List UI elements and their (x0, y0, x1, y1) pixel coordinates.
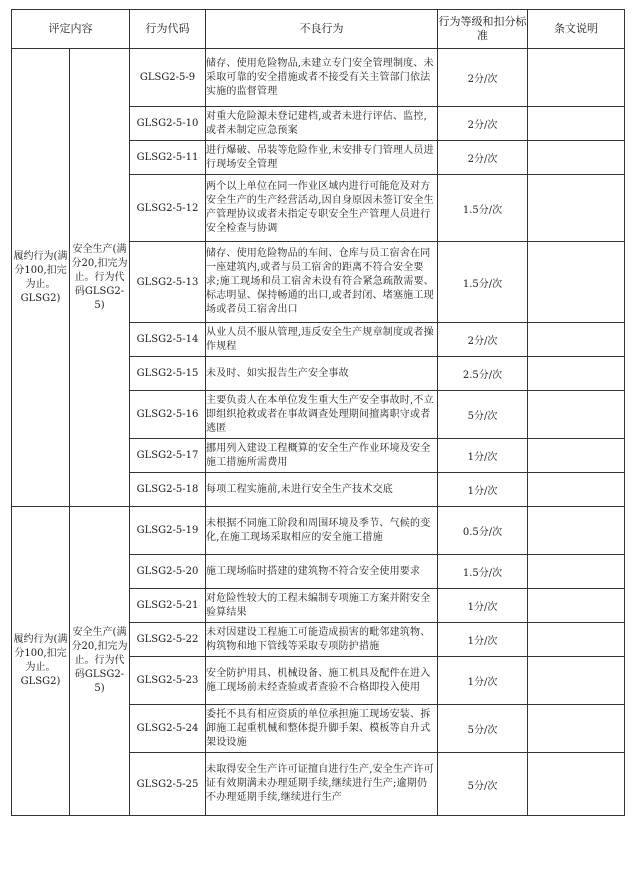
evaluation-table (11, 9, 625, 816)
clause-note (528, 175, 625, 242)
behavior-description: 进行爆破、吊装等危险作业,未安排专门管理人员进行现场安全管理 (206, 141, 438, 175)
clause-note (528, 439, 625, 473)
behavior-description: 两个以上单位在同一作业区域内进行可能危及对方安全生产的生产经营活动,因自身原因未签订安全生产管理协议或者未指定专职安全生产管理人员进行安全检查与协调 (206, 175, 438, 242)
behavior-code: GLSG2-5-23 (130, 657, 206, 705)
behavior-description: 安全防护用具、机械设备、施工机具及配件在进入施工现场前未经查验或者查验不合格即投入使用 (206, 657, 438, 705)
deduction-points: 1分/次 (438, 623, 528, 657)
behavior-code: GLSG2-5-16 (130, 391, 206, 439)
behavior-description: 储存、使用危险物品的车间、仓库与员工宿舍在同一座建筑内,或者与员工宿舍的距离不符合安全要求;施工现场和员工宿舍未设有符合紧急疏散需要、标志明显、保持畅通的出口,或者封闭、堵塞施工现场或者员工宿舍出口 (206, 242, 438, 323)
deduction-points: 5分/次 (438, 391, 528, 439)
behavior-code: GLSG2-5-22 (130, 623, 206, 657)
table-row (12, 49, 625, 107)
deduction-points: 2分/次 (438, 49, 528, 107)
deduction-points: 1.5分/次 (438, 175, 528, 242)
clause-note (528, 753, 625, 816)
behavior-code: GLSG2-5-20 (130, 555, 206, 589)
behavior-code: GLSG2-5-10 (130, 107, 206, 141)
deduction-points: 1分/次 (438, 473, 528, 507)
header-note: 条文说明 (528, 10, 625, 49)
behavior-description: 委托不具有相应资质的单位承担施工现场安装、拆卸施工起重机械和整体提升脚手架、模板等自升式架设设施 (206, 705, 438, 753)
clause-note (528, 357, 625, 391)
behavior-code: GLSG2-5-11 (130, 141, 206, 175)
clause-note (528, 141, 625, 175)
behavior-code: GLSG2-5-17 (130, 439, 206, 473)
behavior-description: 对重大危险源未登记建档,或者未进行评估、监控,或者未制定应急预案 (206, 107, 438, 141)
clause-note (528, 107, 625, 141)
behavior-code: GLSG2-5-24 (130, 705, 206, 753)
clause-note (528, 657, 625, 705)
behavior-description: 未及时、如实报告生产安全事故 (206, 357, 438, 391)
deduction-points: 2分/次 (438, 323, 528, 357)
clause-note (528, 473, 625, 507)
deduction-points: 0.5分/次 (438, 507, 528, 555)
behavior-code: GLSG2-5-9 (130, 49, 206, 107)
behavior-description: 每项工程实施前,未进行安全生产技术交底 (206, 473, 438, 507)
deduction-points: 2分/次 (438, 141, 528, 175)
behavior-description: 从业人员不服从管理,违反安全生产规章制度或者操作规程 (206, 323, 438, 357)
deduction-points: 2.5分/次 (438, 357, 528, 391)
category-secondary: 安全生产(满分20,扣完为止。行为代码GLSG2-5) (70, 49, 130, 507)
clause-note (528, 555, 625, 589)
behavior-code: GLSG2-5-15 (130, 357, 206, 391)
deduction-points: 5分/次 (438, 753, 528, 816)
clause-note (528, 623, 625, 657)
category-secondary: 安全生产(满分20,扣完为止。行为代码GLSG2-5) (70, 507, 130, 816)
behavior-description: 对危险性较大的工程未编制专项施工方案并附安全验算结果 (206, 589, 438, 623)
header-grade: 行为等级和扣分标准 (438, 10, 528, 49)
behavior-code: GLSG2-5-13 (130, 242, 206, 323)
header-content: 评定内容 (12, 10, 130, 49)
deduction-points: 1.5分/次 (438, 555, 528, 589)
clause-note (528, 589, 625, 623)
deduction-points: 1分/次 (438, 439, 528, 473)
category-primary: 履约行为(满分100,扣完为止。GLSG2) (12, 507, 70, 816)
clause-note (528, 507, 625, 555)
table-row (12, 507, 625, 555)
deduction-points: 1.5分/次 (438, 242, 528, 323)
header-code: 行为代码 (130, 10, 206, 49)
clause-note (528, 49, 625, 107)
behavior-code: GLSG2-5-12 (130, 175, 206, 242)
deduction-points: 5分/次 (438, 705, 528, 753)
deduction-points: 2分/次 (438, 107, 528, 141)
clause-note (528, 391, 625, 439)
behavior-code: GLSG2-5-25 (130, 753, 206, 816)
clause-note (528, 323, 625, 357)
behavior-description: 挪用列入建设工程概算的安全生产作业环境及安全施工措施所需费用 (206, 439, 438, 473)
deduction-points: 1分/次 (438, 589, 528, 623)
behavior-code: GLSG2-5-21 (130, 589, 206, 623)
clause-note (528, 242, 625, 323)
deduction-points: 1分/次 (438, 657, 528, 705)
header-row (12, 10, 625, 49)
behavior-code: GLSG2-5-19 (130, 507, 206, 555)
behavior-description: 施工现场临时搭建的建筑物不符合安全使用要求 (206, 555, 438, 589)
behavior-description: 未对因建设工程施工可能造成损害的毗邻建筑物、构筑物和地下管线等采取专项防护措施 (206, 623, 438, 657)
behavior-code: GLSG2-5-14 (130, 323, 206, 357)
behavior-code: GLSG2-5-18 (130, 473, 206, 507)
behavior-description: 主要负责人在本单位发生重大生产安全事故时,不立即组织抢救或者在事故调查处理期间擅离职守或者逃匿 (206, 391, 438, 439)
behavior-description: 未根据不同施工阶段和周围环境及季节、气候的变化,在施工现场采取相应的安全施工措施 (206, 507, 438, 555)
header-behavior: 不良行为 (206, 10, 438, 49)
table-body (12, 49, 625, 816)
category-primary: 履约行为(满分100,扣完为止。GLSG2) (12, 49, 70, 507)
clause-note (528, 705, 625, 753)
behavior-description: 未取得安全生产许可证擅自进行生产,安全生产许可证有效期满未办理延期手续,继续进行生产;逾期仍不办理延期手续,继续进行生产 (206, 753, 438, 816)
behavior-description: 储存、使用危险物品,未建立专门安全管理制度、未采取可靠的安全措施或者不接受有关主管部门依法实施的监督管理 (206, 49, 438, 107)
